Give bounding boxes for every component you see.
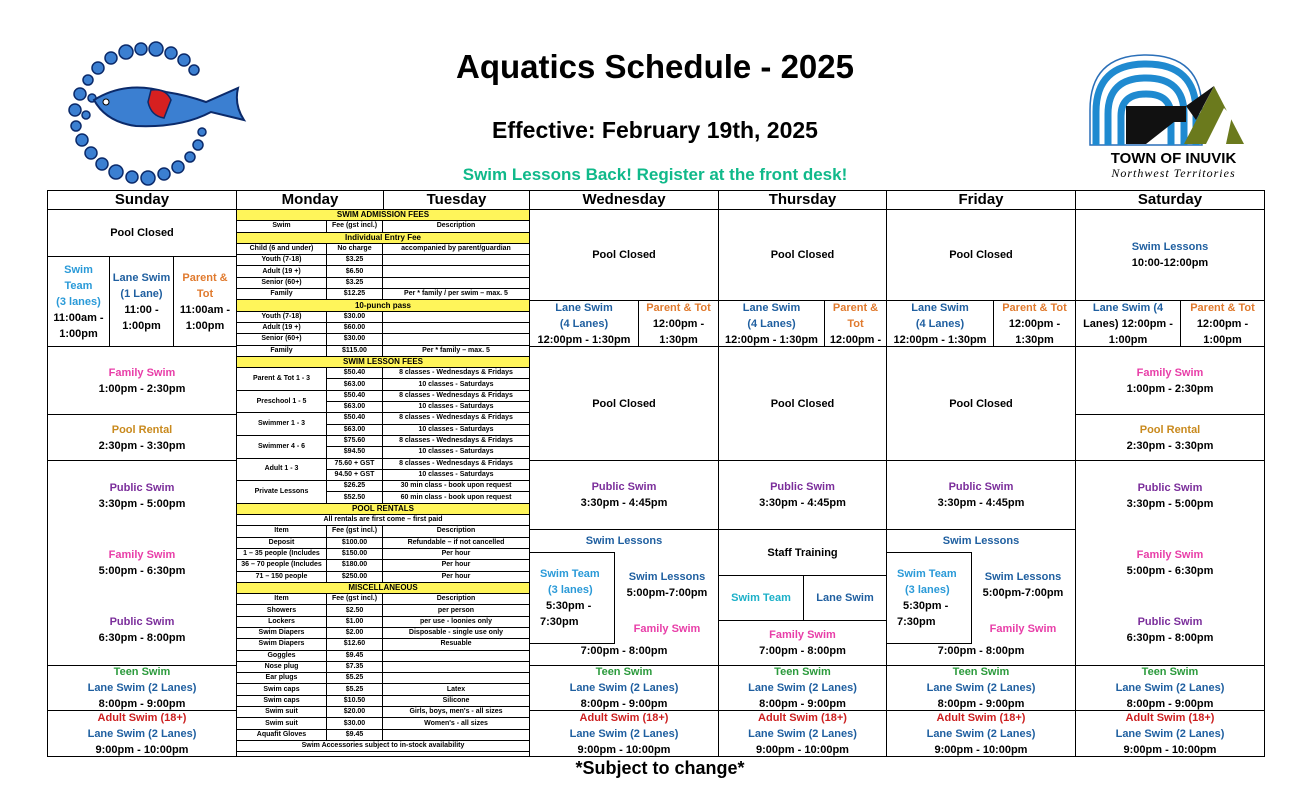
fee-cell: accompanied by parent/guardian [383, 243, 530, 254]
fee-cell: Preschool 1 - 5 [237, 390, 327, 413]
fish-logo-icon [66, 40, 251, 190]
fee-cell: Swimmer 1 - 3 [237, 413, 327, 436]
sunday-pool-rental: Pool Rental 2:30pm - 3:30pm [47, 414, 237, 461]
town-name: TOWN OF INUVIK [1110, 150, 1237, 167]
fee-cell: Child (6 and under) [237, 243, 327, 254]
fee-cell: Adult 1 - 3 [237, 458, 327, 481]
header-tuesday: Tuesday [383, 190, 530, 210]
fee-cell: Description [383, 594, 530, 605]
thursday-teen-swim: Teen Swim Lane Swim (2 Lanes) 8:00pm - 9:00pm [718, 665, 887, 711]
fee-cell: Parent & Tot 1 - 3 [237, 368, 327, 391]
wednesday-public-swim: Public Swim 3:30pm - 4:45pm [529, 460, 719, 530]
fee-cell [383, 266, 530, 277]
fee-cell: 36 – 70 people (Includes [237, 560, 327, 571]
fee-cell: 10 classes - Saturdays [383, 424, 530, 435]
fee-row [237, 345, 530, 356]
fee-row [237, 729, 530, 740]
wednesday-swim-lessons: Swim Lessons 5:00pm-7:00pm [626, 571, 708, 599]
fee-cell: $9.45 [327, 729, 383, 740]
saturday-pool-rental: Pool Rental 2:30pm - 3:30pm [1075, 414, 1265, 461]
wednesday-family-swim: Family Swim [633, 623, 701, 635]
fee-cell: $30.00 [327, 334, 383, 345]
friday-pool-closed-2: Pool Closed [886, 346, 1076, 461]
fee-cell: Swim suit [237, 718, 327, 729]
fee-cell: Resuable [383, 639, 530, 650]
fee-cell [383, 311, 530, 322]
fee-cell: Deposit [237, 537, 327, 548]
fee-cell: $100.00 [327, 537, 383, 548]
fee-cell: 60 min class - book upon request [383, 492, 530, 503]
wednesday-parent-tot: Parent & Tot 12:00pm - 1:30pm [638, 300, 719, 347]
sunday-teen-swim: Teen Swim Lane Swim (2 Lanes) 8:00pm - 9:00pm [47, 665, 237, 711]
thursday-lane-swim-evening: Lane Swim [803, 575, 887, 621]
fee-cell: Swim Diapers [237, 639, 327, 650]
fee-row [237, 695, 530, 706]
fee-section-row [237, 582, 530, 593]
fee-cell: Adult (19 +) [237, 266, 327, 277]
sunday-lane-swim: Lane Swim (1 Lane) 11:00 - 1:00pm [109, 256, 174, 347]
fee-row [237, 661, 530, 672]
saturday-parent-tot: Parent & Tot 12:00pm - 1:00pm [1180, 300, 1265, 347]
fee-cell: 94.50 + GST [327, 469, 383, 480]
friday-pool-closed: Pool Closed [886, 209, 1076, 301]
thursday-parent-tot: Parent & Tot 12:00pm - [824, 300, 887, 347]
page-title: Aquatics Schedule - 2025 [456, 48, 854, 85]
fee-cell: No charge [327, 243, 383, 254]
fee-cell [383, 661, 530, 672]
fee-cell: per person [383, 605, 530, 616]
fees-table [236, 209, 530, 752]
fee-cell: Swim caps [237, 684, 327, 695]
fee-cell: 8 classes - Wednesdays & Fridays [383, 458, 530, 469]
fee-cell: Per hour [383, 560, 530, 571]
fee-cell: Goggles [237, 650, 327, 661]
fee-cell: 8 classes - Wednesdays & Fridays [383, 435, 530, 446]
fee-row [237, 334, 530, 345]
subject-to-change: *Subject to change* [575, 758, 745, 778]
header-saturday: Saturday [1075, 190, 1265, 210]
fee-cell: 71 – 150 people [237, 571, 327, 582]
fee-cell: Latex [383, 684, 530, 695]
thursday-public-swim: Public Swim 3:30pm - 4:45pm [718, 460, 887, 530]
fee-cell: MISCELLANEOUS [237, 582, 530, 593]
fee-cell: $60.00 [327, 322, 383, 333]
fee-cell: $30.00 [327, 311, 383, 322]
fee-cell: $26.25 [327, 481, 383, 492]
town-region: Northwest Territories [1111, 166, 1236, 180]
fee-row [237, 435, 530, 446]
friday-swim-lessons: Swim Lessons 5:00pm-7:00pm [982, 571, 1064, 599]
header-thursday: Thursday [718, 190, 887, 210]
fee-cell: $1.00 [327, 616, 383, 627]
fee-cell: $12.25 [327, 289, 383, 300]
fee-section-row [237, 356, 530, 367]
fee-cell: Swimmer 4 - 6 [237, 435, 327, 458]
fee-cell: Aquafit Gloves [237, 729, 327, 740]
fee-row [237, 266, 530, 277]
fee-section-row [237, 740, 530, 751]
fee-cell: 10-punch pass [237, 300, 530, 311]
sunday-adult-swim: Adult Swim (18+) Lane Swim (2 Lanes) 9:00pm - 10:00pm [47, 710, 237, 757]
fee-cell: 30 min class - book upon request [383, 481, 530, 492]
fee-cell: $7.35 [327, 661, 383, 672]
saturday-adult-swim: Adult Swim (18+) Lane Swim (2 Lanes) 9:00pm - 10:00pm [1075, 710, 1265, 757]
thursday-lane-swim: Lane Swim (4 Lanes) 12:00pm - 1:30pm [718, 300, 825, 347]
wednesday-pool-closed: Pool Closed [529, 209, 719, 301]
fee-cell [383, 277, 530, 288]
fee-cell: 1 – 35 people (Includes [237, 548, 327, 559]
fee-cell: Lockers [237, 616, 327, 627]
wednesday-lane-swim: Lane Swim (4 Lanes) 12:00pm - 1:30pm [529, 300, 639, 347]
fee-cell: Women's - all sizes [383, 718, 530, 729]
thursday-pool-closed: Pool Closed [718, 209, 887, 301]
fee-cell: SWIM LESSON FEES [237, 356, 530, 367]
fee-cell: $2.00 [327, 627, 383, 638]
fee-row [237, 673, 530, 684]
fee-row [237, 458, 530, 469]
fee-row [237, 413, 530, 424]
fee-cell: All rentals are first come – first paid [237, 515, 530, 526]
friday-adult-swim: Adult Swim (18+) Lane Swim (2 Lanes) 9:00pm - 10:00pm [886, 710, 1076, 757]
fee-cell: $94.50 [327, 447, 383, 458]
lessons-banner: Swim Lessons Back! Register at the front desk! [462, 165, 848, 184]
fee-cell: $250.00 [327, 571, 383, 582]
fee-cell: Individual Entry Fee [237, 232, 530, 243]
fee-cell: Senior (60+) [237, 277, 327, 288]
fee-row [237, 255, 530, 266]
fee-cell: Silicone [383, 695, 530, 706]
fee-cell: $6.50 [327, 266, 383, 277]
fee-cell: $52.50 [327, 492, 383, 503]
fee-row [237, 571, 530, 582]
header-sunday: Sunday [47, 190, 237, 210]
fee-cell: Swim Accessories subject to in-stock availability [237, 740, 530, 751]
fee-cell: Per hour [383, 548, 530, 559]
fee-row [237, 684, 530, 695]
fee-cell: Fee (gst incl.) [327, 526, 383, 537]
thursday-swim-team: Swim Team [718, 575, 804, 621]
fee-cell [383, 322, 530, 333]
friday-lane-swim: Lane Swim (4 Lanes) 12:00pm - 1:30pm [886, 300, 994, 347]
fee-row [237, 368, 530, 379]
fee-cell: Item [237, 526, 327, 537]
fee-row [237, 390, 530, 401]
header-friday: Friday [886, 190, 1076, 210]
fee-cell: $20.00 [327, 707, 383, 718]
fee-cell: Swim caps [237, 695, 327, 706]
fee-cell: Youth (7-18) [237, 255, 327, 266]
header-wednesday: Wednesday [529, 190, 719, 210]
friday-public-swim: Public Swim 3:30pm - 4:45pm [886, 460, 1076, 530]
fee-cell: Fee (gst incl.) [327, 221, 383, 232]
thursday-staff-training: Staff Training [718, 529, 887, 576]
sunday-swim-team: Swim Team (3 lanes) 11:00am - 1:00pm [47, 256, 110, 347]
fee-cell: Youth (7-18) [237, 311, 327, 322]
wednesday-adult-swim: Adult Swim (18+) Lane Swim (2 Lanes) 9:00pm - 10:00pm [529, 710, 719, 757]
fee-cell: Showers [237, 605, 327, 616]
fee-row [237, 707, 530, 718]
sunday-evening: Public Swim 3:30pm - 5:00pm Family Swim 5:00pm - 6:30pm Public Swim 6:30pm - 8:00pm [47, 460, 237, 666]
fee-cell: 10 classes - Saturdays [383, 447, 530, 458]
fee-cell: per use - loonies only [383, 616, 530, 627]
fee-cell: 10 classes - Saturdays [383, 402, 530, 413]
fee-cell: Per hour [383, 571, 530, 582]
fee-cell: $115.00 [327, 345, 383, 356]
saturday-family-swim: Family Swim 1:00pm - 2:30pm [1075, 346, 1265, 415]
fee-cell: 10 classes - Saturdays [383, 469, 530, 480]
friday-parent-tot: Parent & Tot 12:00pm - 1:30pm [993, 300, 1076, 347]
fee-section-row [237, 210, 530, 221]
wednesday-evening: Swim Lessons 7:00pm - 8:00pm [529, 529, 719, 666]
fee-cell: $5.25 [327, 684, 383, 695]
saturday-evening: Public Swim 3:30pm - 5:00pm Family Swim 5:00pm - 6:30pm Public Swim 6:30pm - 8:00pm [1075, 460, 1265, 666]
wednesday-teen-swim: Teen Swim Lane Swim (2 Lanes) 8:00pm - 9:00pm [529, 665, 719, 711]
fee-cell: $150.00 [327, 548, 383, 559]
header-monday: Monday [236, 190, 384, 210]
fee-section-row [237, 232, 530, 243]
fee-cell: SWIM ADMISSION FEES [237, 210, 530, 221]
fee-cell: $5.25 [327, 673, 383, 684]
fee-cell: $50.40 [327, 413, 383, 424]
fee-row [237, 526, 530, 537]
fee-row [237, 560, 530, 571]
fee-cell: Senior (60+) [237, 334, 327, 345]
fee-cell: Per * family – max. 5 [383, 345, 530, 356]
sunday-family-swim: Family Swim 1:00pm - 2:30pm [47, 346, 237, 415]
fee-row [237, 627, 530, 638]
fee-cell: Swim Diapers [237, 627, 327, 638]
fee-section-row [237, 300, 530, 311]
fee-row [237, 289, 530, 300]
fee-cell: $3.25 [327, 255, 383, 266]
friday-family-swim: Family Swim [989, 623, 1057, 635]
fee-row [237, 594, 530, 605]
saturday-lane-swim: Lane Swim (4 Lanes) 12:00pm - 1:00pm [1075, 300, 1181, 347]
fee-cell: 8 classes - Wednesdays & Fridays [383, 413, 530, 424]
fee-cell: $50.40 [327, 390, 383, 401]
fee-section-row [237, 515, 530, 526]
fee-cell: Ear plugs [237, 673, 327, 684]
fee-cell: 75.60 + GST [327, 458, 383, 469]
wednesday-pool-closed-2: Pool Closed [529, 346, 719, 461]
saturday-teen-swim: Teen Swim Lane Swim (2 Lanes) 8:00pm - 9:00pm [1075, 665, 1265, 711]
fee-row [237, 277, 530, 288]
fee-cell: Fee (gst incl.) [327, 594, 383, 605]
fee-cell: Girls, boys, men's - all sizes [383, 707, 530, 718]
fee-cell [383, 673, 530, 684]
fee-cell: Description [383, 221, 530, 232]
fee-cell [383, 255, 530, 266]
fee-cell [383, 650, 530, 661]
fee-cell: Item [237, 594, 327, 605]
fee-cell: Family [237, 345, 327, 356]
fee-cell: $63.00 [327, 379, 383, 390]
fee-cell [383, 334, 530, 345]
fee-cell: 8 classes - Wednesdays & Fridays [383, 390, 530, 401]
thursday-adult-swim: Adult Swim (18+) Lane Swim (2 Lanes) 9:00pm - 10:00pm [718, 710, 887, 757]
fee-cell: Adult (19 +) [237, 322, 327, 333]
fee-cell: $50.40 [327, 368, 383, 379]
fee-cell: 8 classes - Wednesdays & Fridays [383, 368, 530, 379]
fee-cell: Description [383, 526, 530, 537]
fee-cell: $63.00 [327, 402, 383, 413]
fee-cell: $180.00 [327, 560, 383, 571]
fee-section-row [237, 503, 530, 514]
fee-cell: Private Lessons [237, 481, 327, 504]
fee-cell: 10 classes - Saturdays [383, 379, 530, 390]
fee-cell: $2.50 [327, 605, 383, 616]
fee-cell: $9.45 [327, 650, 383, 661]
fee-cell: Swim [237, 221, 327, 232]
fee-row [237, 537, 530, 548]
fee-row [237, 548, 530, 559]
fee-cell: $12.60 [327, 639, 383, 650]
effective-date: Effective: February 19th, 2025 [492, 117, 818, 143]
fee-cell: $75.60 [327, 435, 383, 446]
fee-cell: $30.00 [327, 718, 383, 729]
fee-cell: $63.00 [327, 424, 383, 435]
fee-row [237, 221, 530, 232]
fee-row [237, 243, 530, 254]
fee-cell: $10.50 [327, 695, 383, 706]
fee-cell: Disposable - single use only [383, 627, 530, 638]
fee-row [237, 650, 530, 661]
wednesday-swim-team: Swim Team (3 lanes) 5:30pm - 7:30pm [529, 552, 615, 644]
fee-row [237, 639, 530, 650]
friday-teen-swim: Teen Swim Lane Swim (2 Lanes) 8:00pm - 9:00pm [886, 665, 1076, 711]
fee-cell: Refundable – if not cancelled [383, 537, 530, 548]
fee-cell: POOL RENTALS [237, 503, 530, 514]
sunday-parent-tot: Parent & Tot 11:00am - 1:00pm [173, 256, 237, 347]
thursday-pool-closed-2: Pool Closed [718, 346, 887, 461]
fee-cell: Swim suit [237, 707, 327, 718]
fee-row [237, 605, 530, 616]
fee-cell: Nose plug [237, 661, 327, 672]
fee-row [237, 718, 530, 729]
fee-cell: Per * family / per swim – max. 5 [383, 289, 530, 300]
friday-swim-team: Swim Team (3 lanes) 5:30pm - 7:30pm [886, 552, 972, 644]
fee-row [237, 616, 530, 627]
sunday-pool-closed: Pool Closed [47, 209, 237, 257]
fee-row [237, 481, 530, 492]
fee-cell: Family [237, 289, 327, 300]
saturday-swim-lessons: Swim Lessons 10:00-12:00pm [1075, 209, 1265, 301]
fee-row [237, 322, 530, 333]
fee-cell: $3.25 [327, 277, 383, 288]
friday-evening: Swim Lessons 7:00pm - 8:00pm [886, 529, 1076, 666]
thursday-family-swim: Family Swim 7:00pm - 8:00pm [718, 620, 887, 666]
fee-row [237, 311, 530, 322]
fee-cell [383, 729, 530, 740]
